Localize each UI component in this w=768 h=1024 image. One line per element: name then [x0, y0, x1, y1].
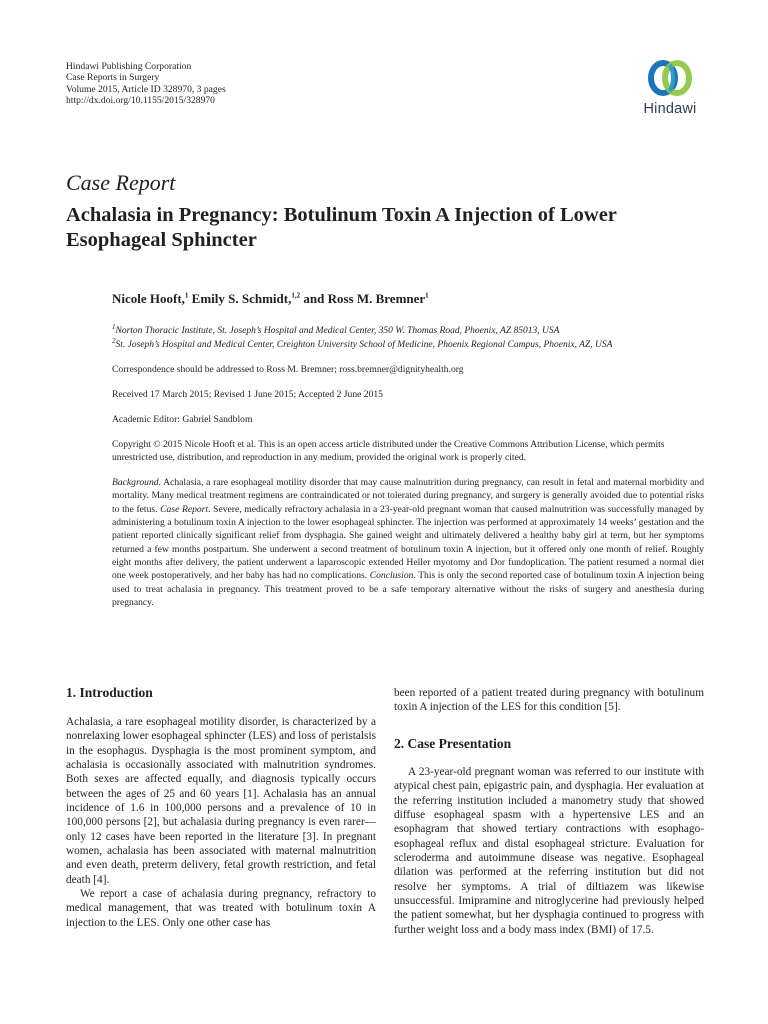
affiliation-text: Norton Thoracic Institute, St. Joseph’s Hospital and Medical Center, 350 W. Thomas Road, Phoenix, AZ 85013, USA — [115, 326, 560, 336]
paragraph-continued: been reported of a patient treated during pregnancy with botulinum toxin A injection of the LES for this condition [5]. — [394, 687, 704, 714]
affiliation-mark: 1 — [112, 322, 116, 331]
abstract-conclusion-label: Conclusion — [369, 570, 414, 582]
author-affiliation-mark: 1,2 — [291, 291, 301, 300]
affiliation-2 — [112, 338, 612, 352]
author-name: Emily S. Schmidt, — [188, 291, 292, 306]
author-list — [112, 291, 429, 307]
publisher-name: Hindawi Publishing Corporation — [66, 61, 192, 72]
affiliations — [112, 324, 612, 352]
abstract-background-label: Background — [112, 477, 159, 488]
academic-editor: Academic Editor: Gabriel Sandblom — [112, 414, 253, 425]
section-heading-introduction: 1. Introduction — [66, 685, 153, 700]
hindawi-logo — [630, 57, 710, 117]
author-affiliation-mark: 1 — [184, 291, 189, 300]
hindawi-logo-text: Hindawi — [643, 101, 697, 117]
affiliation-mark: 2 — [112, 336, 116, 345]
abstract-background: . Achalasia, a rare esophageal motility disorder that may cause malnutrition during pregnancy, can result in fetal and maternal morbidity and mortality. Many medical treatment regimens are contraindicated or not tolerated during pregnancy, and surgery is generally avoided due to potential risks to the fetus. — [112, 477, 704, 515]
abstract-conclusion: . This is only the second reported case of botulinum toxin A injection being used to treat achalasia in pregnancy. This treatment proved to be a safe temporary alternative without the risks of surgery and anesthesia during pregnancy. — [112, 570, 705, 609]
volume-info: Volume 2015, Article ID 328970, 3 pages — [66, 83, 226, 95]
right-column — [394, 765, 704, 937]
affiliation-1 — [112, 324, 612, 338]
article-dates: Received 17 March 2015; Revised 1 June 2015; Accepted 2 June 2015 — [112, 389, 383, 400]
abstract-case-label: Case Report — [160, 503, 209, 515]
author-name: Nicole Hooft, — [112, 291, 185, 306]
journal-name: Case Reports in Surgery — [66, 72, 160, 84]
paragraph: Achalasia, a rare esophageal motility disorder, is characterized by a nonrelaxing lower esophageal sphincter (LES) and loss of peristalsis in the esophagus. Dysphagia is the most prominent symptom, and achalasia is occasionally associated with malnutrition syndromes. Both sexes are affected equally, and diagnosis typically occurs between the ages of 25 and 60 years [1]. Achalasia has an annual incidence of 1.6 in 100,000 persons and a prevalence of 10 in 100,000 persons [2], but achalasia during pregnancy is even rarer—only 12 cases have been reported in the literature [3]. In pregnant women, achalasia has been associated with maternal malnutrition and even death, preterm delivery, fetal growth restriction, and fetal death [4]. — [66, 716, 376, 886]
right-column-top — [394, 686, 704, 715]
correspondence: Correspondence should be addressed to Ross M. Bremner; ross.bremner@dignityhealth.org — [112, 364, 464, 375]
abstract — [112, 476, 704, 609]
copyright-notice: Copyright © 2015 Nicole Hooft et al. This is an open access article distributed under the Creative Commons Attribution License, which permits unrestricted use, distribution, and reproduction in any medium, provided the original work is properly cited. — [112, 439, 665, 464]
section-heading-case-presentation: 2. Case Presentation — [394, 736, 512, 751]
doi-link[interactable]: http://dx.doi.org/10.1155/2015/328970 — [66, 94, 215, 106]
article-type: Case Report — [66, 170, 176, 195]
paragraph: We report a case of achalasia during pregnancy, refractory to medical management, that was treated with botulinum toxin A injection to the LES. Only one other case has — [66, 888, 376, 929]
abstract-case: . Severe, medically refractory achalasia in a 23-year-old pregnant woman that caused malnutrition was successfully managed by administering a botulinum toxin A injection to the lower esophageal sphincter. The injection was performed at approximately 14 weeks’ gestation and the patient reported clinically significant relief from dysphagia. She gained weight and ultimately delivered a healthy baby girl at term, but her symptoms returned a few months postpartum. She underwent a second treatment of botulinum toxin A injection, but it offered only one month of relief. Roughly eight months after delivery, the patient underwent a laparoscopic extended Heller myotomy and Dor fundoplication. The patient resumed a normal diet one week postoperatively, and her baby has had no complications. — [112, 503, 704, 582]
author-affiliation-mark: 1 — [425, 291, 429, 300]
author-name: and Ross M. Bremner — [300, 291, 426, 306]
article-title: Achalasia in Pregnancy: Botulinum Toxin A Injection of Lower Esophageal Sphincter — [66, 204, 617, 251]
affiliation-text: St. Joseph’s Hospital and Medical Center, Creighton University School of Medicine, Phoenix Regional Campus, Phoenix, AZ, USA — [115, 340, 613, 350]
hindawi-rings-icon — [646, 57, 694, 99]
publisher-info — [66, 61, 226, 106]
left-column — [66, 715, 376, 930]
paragraph: A 23-year-old pregnant woman was referred to our institute with atypical chest pain, epigastric pain, and dysphagia. Her evaluation at the referring institution included a manometry study that showed diffuse esophageal spasm with a hypertensive LES and an esophagram that showed tertiary contractions with esophago-esophageal reflux and distal esophageal stricture. Evaluation for scleroderma and autoimmune disease was negative. Esophageal dilation was performed at the referring institution but did not resolve her symptoms. A trial of diltiazem was likewise unsuccessful. Imipramine and nitroglycerine had previously helped the patient somewhat, but her dysphagia continued to progress with further weight loss and a body mass index (BMI) of 17.5. — [394, 766, 704, 936]
